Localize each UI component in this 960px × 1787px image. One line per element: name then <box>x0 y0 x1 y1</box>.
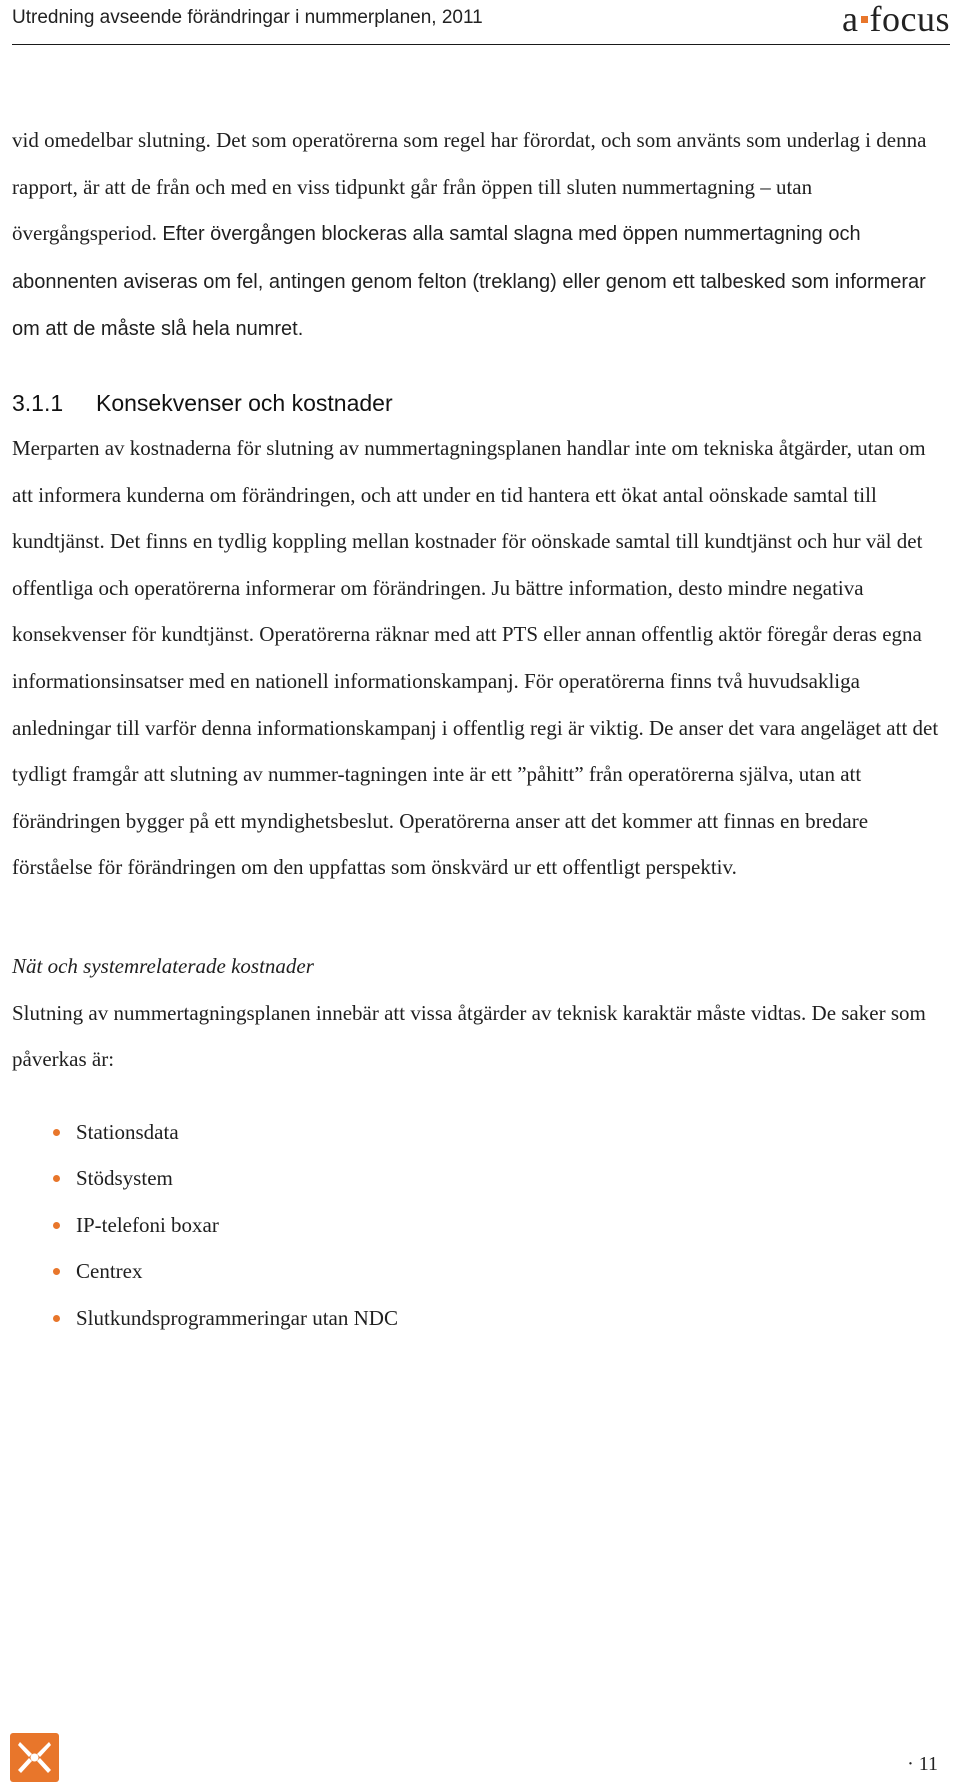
page-header <box>12 0 950 45</box>
intro-sans-text: Efter övergången blockeras alla samtal slagna med öppen nummertagning och abonnenten aviseras om fel, antingen genom felton (treklang) eller genom ett talbesked som informerar om att de måste slå hela numret. <box>12 223 926 341</box>
section-number: 3.1.1 <box>12 389 64 416</box>
bullet-icon <box>53 1315 60 1322</box>
list-item <box>12 1248 942 1295</box>
star-logo-icon <box>10 1733 59 1782</box>
intro-serif-text: vid omedelbar slutning. Det som operatörerna som regel har förordat, och som använts som underlag i denna rapport, är att de från och med en viss tidpunkt går från öppen till sluten nummertagning – utan övergångsperiod. <box>12 128 927 246</box>
list-item <box>12 1295 942 1342</box>
section-title: Konsekvenser och kostnader <box>96 389 393 416</box>
subsection-heading: Nät och systemrelaterade kostnader <box>12 953 314 978</box>
page-content <box>12 117 942 1342</box>
list-item-text: Stationsdata <box>76 1119 179 1144</box>
bullet-icon <box>53 1268 60 1275</box>
bullet-icon <box>53 1222 60 1229</box>
page-number: · 11 <box>907 1753 938 1775</box>
footer-logo-icon <box>10 1733 59 1782</box>
list-item <box>12 1202 942 1249</box>
list-item-text: Stödsystem <box>76 1166 173 1191</box>
brand-prefix: a <box>842 0 859 39</box>
brand-dot-icon <box>861 16 868 23</box>
list-item <box>12 1155 942 1202</box>
subsection-paragraph: Slutning av nummertagningsplanen innebär att vissa åtgärder av teknisk karaktär måste vidtas. De saker som påverkas är: <box>12 1000 926 1072</box>
section-heading <box>12 381 942 425</box>
list-item-text: IP-telefoni boxar <box>76 1212 219 1237</box>
list-item-text: Centrex <box>76 1259 143 1284</box>
brand-logo <box>842 0 950 40</box>
bullet-icon <box>53 1129 60 1136</box>
document-title: Utredning avseende förändringar i nummerplanen, 2011 <box>12 7 483 28</box>
list-item <box>12 1109 942 1156</box>
affected-items-list <box>12 1109 942 1342</box>
brand-suffix: focus <box>869 0 950 39</box>
section-paragraph: Merparten av kostnaderna för slutning av nummertagningsplanen handlar inte om tekniska åtgärder, utan om att informera kunderna om förändringen, och att under en tid hantera ett ökat antal oönskade samtal till kundtjänst. Det finns en tydlig koppling mellan kostnader för oönskade samtal till kundtjänst och hur väl det offentliga och operatörerna informerar om förändringen. Ju bättre information, desto mindre negativa konsekvenser för kundtjänst. Operatörerna räknar med att PTS eller annan offentlig aktör föregår deras egna informationsinsatser med en nationell informationskampanj. För operatörerna finns två huvudsakliga anledningar till varför denna informationskampanj i offentlig regi är viktig. De anser det vara angeläget att det tydligt framgår att slutning av nummer-tagningen inte är ett ”påhitt” från operatörerna själva, utan att förändringen bygger på ett myndighetsbeslut. Operatörerna anser att det kommer att finnas en bredare förståelse för förändringen om den uppfattas som önskvärd ur ett offentligt perspektiv. <box>12 435 939 880</box>
list-item-text: Slutkundsprogrammeringar utan NDC <box>76 1306 398 1331</box>
bullet-icon <box>53 1175 60 1182</box>
intro-paragraph <box>12 117 942 353</box>
